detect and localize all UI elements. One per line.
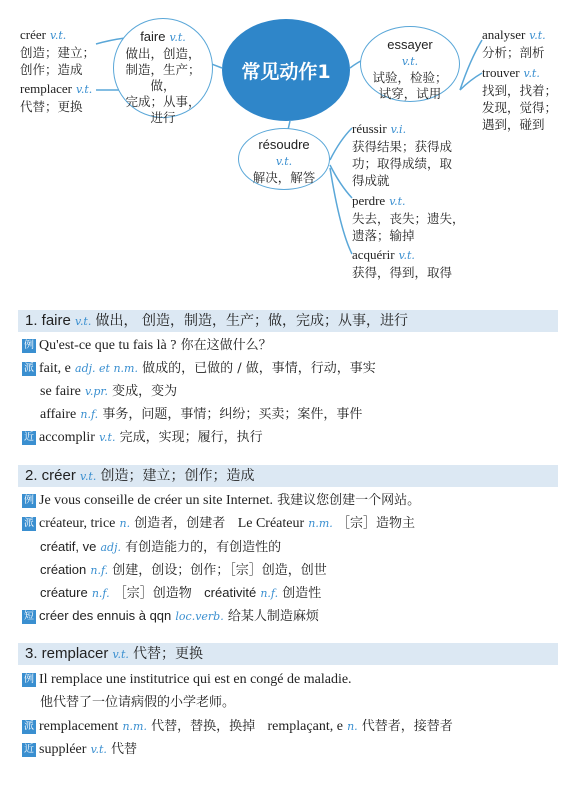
mindmap-word-creer (20, 26, 95, 78)
derivative-tag: 派 (24, 721, 34, 732)
pos-label: v.t. (529, 29, 546, 42)
chinese-text: ［宗］造物主 (336, 516, 415, 531)
pos-label: v.i. (390, 123, 407, 136)
definition: 遗落；输掉 (352, 228, 415, 243)
pos-label: v.t. (523, 67, 540, 80)
definition: 分析；剖析 (482, 45, 545, 60)
chinese-text: 代替 (111, 742, 138, 757)
pos-label: v.t. (112, 648, 129, 661)
section-definition: 代替；更换 (133, 646, 204, 662)
definition: 找到，找着； (482, 83, 558, 98)
word: faire (140, 29, 166, 44)
example-tag: 例 (24, 495, 34, 506)
definition: 解决，解答 (252, 170, 316, 185)
chinese-text: 代替，替换，换掉 (151, 719, 256, 734)
french-text: créatif, ve (40, 539, 97, 554)
french-text: affaire (40, 407, 77, 422)
pos-label: v.t. (398, 249, 415, 262)
word: résoudre (258, 137, 310, 152)
chinese-text: 变成，变为 (112, 384, 178, 399)
pos-label: v.pr. (84, 385, 108, 398)
definition: 功；取得成绩，取 (352, 156, 453, 171)
pos-label: v.t. (169, 31, 186, 44)
french-text: créature (40, 585, 88, 600)
synonym-tag: 近 (24, 744, 34, 755)
chinese-text: 你在这做什么？ (180, 338, 272, 353)
french-text: se faire (40, 384, 81, 399)
definition: 发现，觉得； (482, 100, 558, 115)
chinese-text: 完成，实现；履行，执行 (119, 430, 263, 445)
definition: 代替；更换 (20, 99, 83, 114)
mindmap-word-trouver (482, 64, 557, 133)
phrase-line (22, 607, 319, 626)
french-text: Il remplace une institutrice qui est en congé de maladie. (39, 672, 352, 687)
chinese-text: 代替者，接替者 (361, 719, 453, 734)
mindmap-word-analyser (482, 26, 546, 61)
phrase-tag: 短 (24, 611, 34, 622)
word: analyser (482, 27, 526, 42)
mindmap-word-remplacer (20, 80, 92, 115)
definition: 制造，生产；做， (125, 62, 201, 93)
definition: 得成就 (352, 173, 390, 188)
derivative-line (22, 515, 415, 533)
pos-label: v.t. (401, 55, 419, 68)
pos-label: v.t. (99, 431, 116, 444)
pos-label: loc.verb. (175, 610, 224, 623)
pos-label: v.t. (90, 743, 107, 756)
example-line (22, 337, 272, 355)
definition: 获得，得到，取得 (352, 265, 453, 280)
pos-label: adj. et n.m. (75, 362, 138, 375)
french-text: accomplir (39, 430, 95, 445)
derivative-line (22, 360, 376, 378)
definition: 完成；从事， (125, 94, 201, 109)
pos-label: v.t. (75, 315, 92, 328)
pos-label: n. (347, 720, 358, 733)
french-text: créativité (204, 585, 257, 600)
connector-acquerir (330, 168, 352, 254)
pos-label: v.t. (275, 155, 293, 168)
french-text: créateur, trice (39, 516, 116, 531)
french-text: Je vous conseille de créer un site Internet. (39, 493, 274, 508)
chinese-text: 有创造能力的，有创造性的 (125, 540, 282, 555)
definition: 创造；建立； (20, 45, 96, 60)
word: essayer (387, 37, 433, 52)
chinese-text: 事务，问题，事情；纠纷；买卖；案件，事件 (102, 407, 363, 422)
chinese-text: 创造者，创建者 (134, 516, 226, 531)
word: réussir (352, 121, 387, 136)
chinese-text: 创建，创设；创作；［宗］创造，创世 (112, 563, 327, 578)
center-title: 常见动作1 (241, 60, 331, 83)
derivative-tag: 派 (24, 363, 34, 374)
pos-label: n.m. (308, 517, 333, 530)
pos-label: n.f. (91, 587, 110, 600)
french-text: Qu'est-ce que tu fais là ? (39, 338, 177, 353)
pos-label: n.f. (90, 564, 109, 577)
derivative-line (22, 718, 453, 736)
pos-label: n. (119, 517, 131, 530)
french-text: fait, e (39, 361, 71, 376)
definition: 做出，创造， (125, 46, 201, 61)
section-title: 1. faire (25, 312, 71, 329)
word: remplacer (20, 81, 72, 96)
pos-label: v.t. (389, 195, 406, 208)
example-line (22, 492, 420, 510)
pos-label: n.f. (80, 408, 99, 421)
word: perdre (352, 193, 386, 208)
definition: 试验，检验； (372, 70, 448, 85)
chinese-text: 我建议您创建一个网站。 (277, 493, 421, 508)
mindmap-bubble-essayer (360, 26, 460, 102)
pos-label: v.t. (49, 29, 67, 42)
french-text: suppléer (39, 742, 87, 757)
synonym-line (22, 429, 263, 447)
section-title: 2. créer (25, 467, 76, 484)
connector-perdre (330, 165, 352, 198)
definition: 创作；造成 (20, 62, 83, 77)
section-header-creer (18, 465, 558, 487)
section-title: 3. remplacer (25, 645, 109, 662)
example-line (22, 671, 352, 689)
pos-label: n.f. (260, 587, 279, 600)
definition: 获得结果；获得成 (352, 139, 453, 154)
definition: 遇到，碰到 (482, 117, 545, 132)
pos-label: adj. (100, 541, 122, 554)
derivative-line (40, 584, 321, 603)
chinese-text: 创造性 (282, 586, 322, 601)
derivative-line (40, 406, 362, 424)
french-text: remplacement (39, 719, 119, 734)
section-definition: 做出， 创造，制造，生产；做，完成；从事，进行 (95, 313, 408, 329)
chinese-text: 给某人制造麻烦 (227, 609, 319, 624)
chinese-text: 做成的，已做的 / 做，事情，行动，事实 (142, 361, 376, 376)
pos-label: v.t. (80, 470, 97, 483)
derivative-line (40, 561, 327, 580)
french-text: Le Créateur (237, 516, 305, 531)
example-tag: 例 (24, 674, 34, 685)
definition: 试穿，试用 (378, 86, 442, 101)
mindmap-word-acquerir (352, 246, 452, 281)
mindmap-center (222, 19, 350, 121)
french-text: créer des ennuis à qqn (39, 608, 172, 623)
connector-reussir (330, 128, 352, 160)
word: trouver (482, 65, 520, 80)
example-translation-line (40, 694, 235, 712)
derivative-tag: 派 (24, 518, 34, 529)
synonym-tag: 近 (24, 432, 34, 443)
word: créer (20, 27, 46, 42)
french-text: remplaçant, e (267, 719, 343, 734)
word: acquérir (352, 247, 395, 262)
pos-label: n.m. (122, 720, 147, 733)
mindmap-word-perdre (352, 192, 465, 244)
derivative-line (40, 538, 281, 557)
derivative-line (40, 383, 177, 401)
chinese-text: 他代替了一位请病假的小学老师。 (40, 695, 236, 710)
synonym-line (22, 741, 137, 759)
example-tag: 例 (24, 340, 34, 351)
section-header-remplacer (18, 643, 558, 665)
section-header-faire (18, 310, 558, 332)
definition: 失去，丧失；遗失， (352, 211, 465, 226)
mindmap-bubble-faire (113, 18, 213, 125)
french-text: création (40, 562, 87, 577)
connector-analyser (460, 40, 482, 90)
chinese-text: ［宗］创造物 (113, 586, 192, 601)
mindmap-bubble-resoudre (238, 128, 330, 190)
definition: 进行 (150, 110, 176, 125)
mindmap-word-reussir (352, 120, 452, 189)
pos-label: v.t. (75, 83, 93, 96)
section-definition: 创造；建立；创作；造成 (100, 468, 255, 484)
